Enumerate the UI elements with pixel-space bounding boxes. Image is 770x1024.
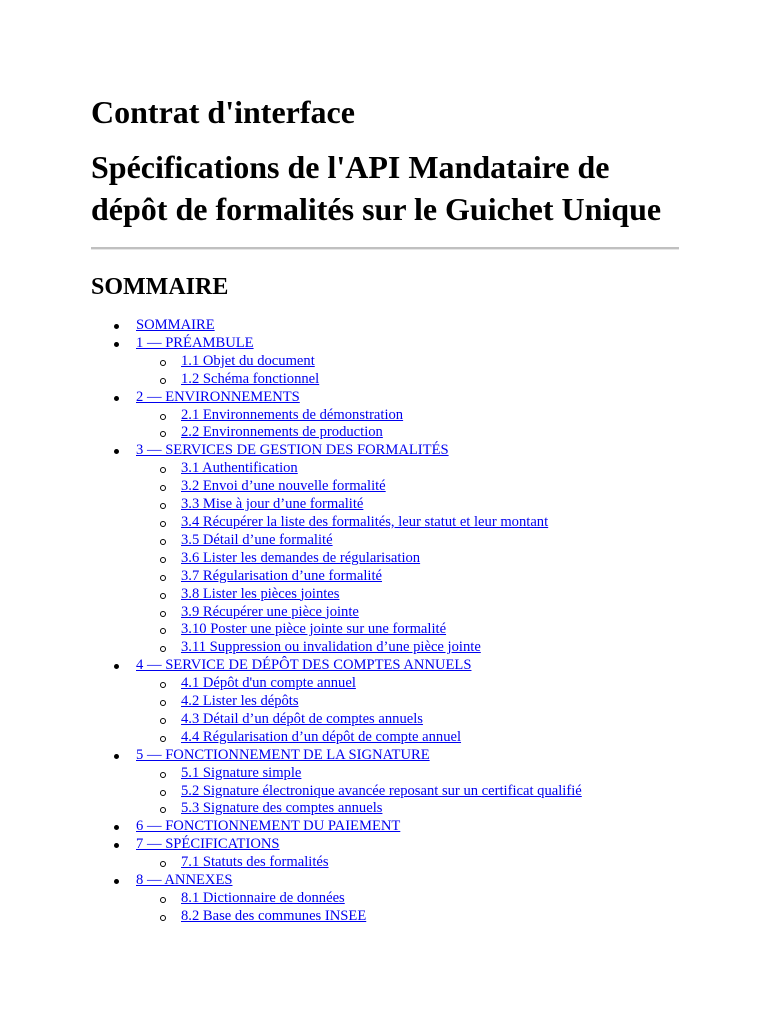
toc-link[interactable]: 1 — PRÉAMBULE [136,334,254,351]
circle-bullet-icon [160,682,166,688]
toc-heading: SOMMAIRE [91,274,229,300]
disc-bullet-icon [114,449,119,454]
circle-bullet-icon [160,467,166,473]
disc-bullet-icon [114,825,119,830]
toc-sublist [136,675,582,747]
disc-bullet-icon [114,879,119,884]
toc-link[interactable]: 3 — SERVICES DE GESTION DES FORMALITÉS [136,442,449,459]
circle-bullet-icon [160,575,166,581]
toc-sublink[interactable]: 5.2 Signature électronique avancée reposant sur un certificat qualifié [181,782,582,799]
toc-subitem [136,765,582,783]
disc-bullet-icon [114,754,119,759]
circle-bullet-icon [160,772,166,778]
toc-item [91,317,582,335]
toc-subitem [136,854,582,872]
toc-subitem [136,783,582,801]
toc-subitem [136,586,582,604]
toc-sublist [136,460,582,657]
document-subtitle: Spécifications de l'API Mandataire de dépôt de formalités sur le Guichet Unique [91,149,662,227]
toc-sublink[interactable]: 2.1 Environnements de démonstration [181,406,404,423]
toc-sublink[interactable]: 7.1 Statuts des formalités [181,854,329,871]
disc-bullet-icon [114,396,119,401]
toc-subitem [136,550,582,568]
toc-subitem [136,424,582,442]
circle-bullet-icon [160,414,166,420]
table-of-contents [91,317,582,926]
circle-bullet-icon [160,485,166,491]
toc-list [91,317,582,926]
toc-sublink[interactable]: 5.3 Signature des comptes annuels [181,800,383,817]
toc-item [91,872,582,926]
circle-bullet-icon [160,790,166,796]
toc-subitem [136,675,582,693]
toc-link[interactable]: 7 — SPÉCIFICATIONS [136,836,280,853]
toc-sublink[interactable]: 3.5 Détail d’une formalité [181,531,333,548]
toc-sublink[interactable]: 5.1 Signature simple [181,764,302,781]
toc-subitem [136,568,582,586]
disc-bullet-icon [114,843,119,848]
toc-subitem [136,639,582,657]
circle-bullet-icon [160,539,166,545]
circle-bullet-icon [160,378,166,384]
circle-bullet-icon [160,557,166,563]
toc-subitem [136,353,582,371]
toc-item [91,389,582,443]
toc-sublink[interactable]: 4.1 Dépôt d'un compte annuel [181,675,356,692]
circle-bullet-icon [160,611,166,617]
toc-link[interactable]: 8 — ANNEXES [136,872,233,889]
toc-sublist [136,854,582,872]
circle-bullet-icon [160,700,166,706]
toc-sublist [136,765,582,819]
toc-item [91,818,582,836]
toc-sublink[interactable]: 3.10 Poster une pièce jointe sur une formalité [181,621,447,638]
toc-sublink[interactable]: 3.6 Lister les demandes de régularisation [181,549,421,566]
circle-bullet-icon [160,628,166,634]
toc-subitem [136,604,582,622]
toc-item [91,657,582,747]
toc-sublink[interactable]: 4.4 Régularisation d’un dépôt de compte annuel [181,728,462,745]
circle-bullet-icon [160,861,166,867]
toc-sublink[interactable]: 2.2 Environnements de production [181,424,383,441]
toc-subitem [136,478,582,496]
toc-subitem [136,407,582,425]
circle-bullet-icon [160,593,166,599]
toc-subitem [136,532,582,550]
circle-bullet-icon [160,646,166,652]
circle-bullet-icon [160,915,166,921]
toc-link[interactable]: 6 — FONCTIONNEMENT DU PAIEMENT [136,818,401,835]
toc-sublist [136,890,582,926]
toc-sublink[interactable]: 3.11 Suppression ou invalidation d’une pièce jointe [181,639,481,656]
toc-sublink[interactable]: 1.2 Schéma fonctionnel [181,370,320,387]
toc-link[interactable]: 4 — SERVICE DE DÉPÔT DES COMPTES ANNUELS [136,657,472,674]
disc-bullet-icon [114,664,119,669]
toc-sublink[interactable]: 3.9 Récupérer une pièce jointe [181,603,359,620]
toc-item [91,836,582,872]
toc-link[interactable]: SOMMAIRE [136,317,215,333]
toc-sublink[interactable]: 3.1 Authentification [181,460,298,477]
toc-sublink[interactable]: 4.2 Lister les dépôts [181,693,299,710]
circle-bullet-icon [160,360,166,366]
toc-subitem [136,371,582,389]
toc-subitem [136,514,582,532]
toc-sublink[interactable]: 3.3 Mise à jour d’une formalité [181,496,364,513]
toc-sublink[interactable]: 3.2 Envoi d’une nouvelle formalité [181,478,386,495]
horizontal-rule [91,247,679,250]
circle-bullet-icon [160,431,166,437]
toc-subitem [136,890,582,908]
toc-sublist [136,353,582,389]
circle-bullet-icon [160,521,166,527]
toc-sublink[interactable]: 3.4 Récupérer la liste des formalités, leur statut et leur montant [181,513,549,530]
circle-bullet-icon [160,503,166,509]
toc-link[interactable]: 2 — ENVIRONNEMENTS [136,388,300,405]
toc-subitem [136,496,582,514]
toc-item [91,335,582,389]
toc-subitem [136,729,582,747]
toc-subitem [136,800,582,818]
toc-item [91,747,582,819]
disc-bullet-icon [114,324,119,329]
toc-sublink[interactable]: 3.8 Lister les pièces jointes [181,585,340,602]
toc-link[interactable]: 5 — FONCTIONNEMENT DE LA SIGNATURE [136,746,430,763]
toc-sublist [136,407,582,443]
toc-sublink[interactable]: 1.1 Objet du document [181,352,315,369]
toc-sublink[interactable]: 4.3 Détail d’un dépôt de comptes annuels [181,710,423,727]
circle-bullet-icon [160,807,166,813]
toc-subitem [136,621,582,639]
toc-subitem [136,693,582,711]
toc-sublink[interactable]: 3.7 Régularisation d’une formalité [181,567,383,584]
circle-bullet-icon [160,897,166,903]
toc-sublink[interactable]: 8.2 Base des communes INSEE [181,907,367,924]
toc-sublink[interactable]: 8.1 Dictionnaire de données [181,890,345,906]
toc-subitem [136,711,582,729]
circle-bullet-icon [160,718,166,724]
toc-subitem [136,460,582,478]
toc-subitem [136,908,582,926]
disc-bullet-icon [114,342,119,347]
document-title: Contrat d'interface [91,94,355,130]
toc-item [91,442,582,657]
circle-bullet-icon [160,736,166,742]
